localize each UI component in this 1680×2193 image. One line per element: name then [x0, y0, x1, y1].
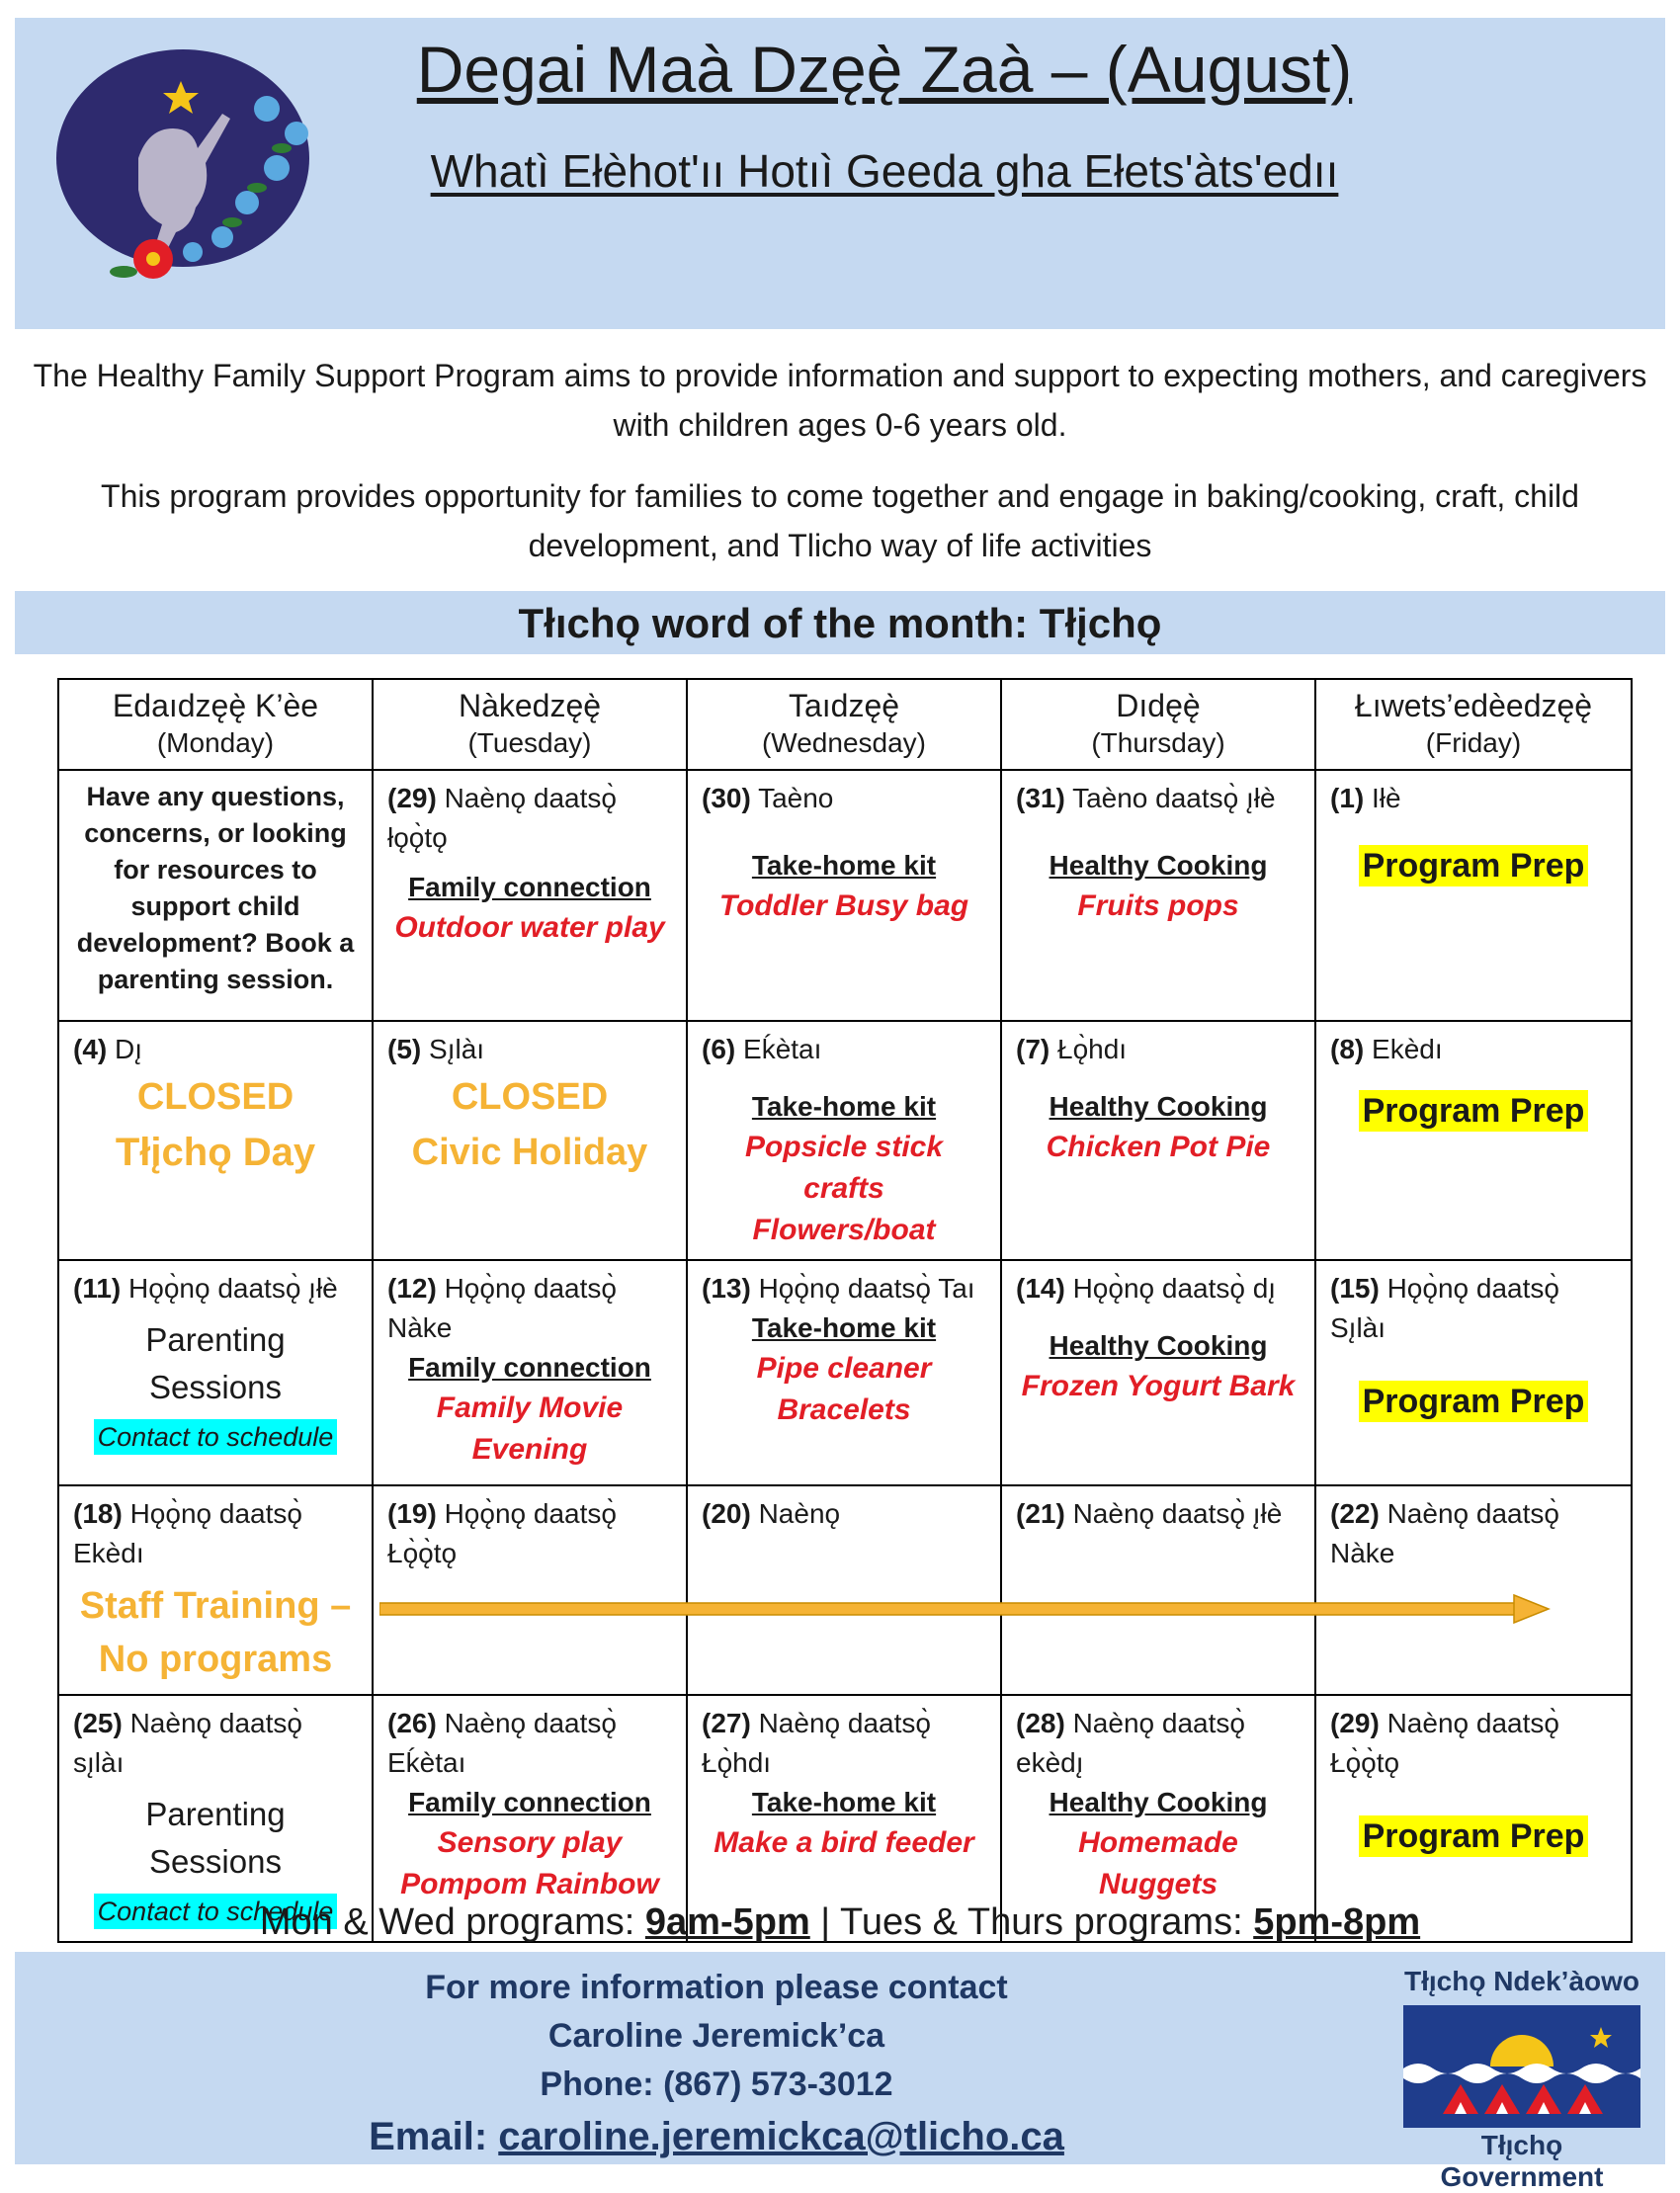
calendar-week-2	[58, 1021, 1632, 1260]
day-native-name: Nàkedzęę̀	[458, 688, 602, 723]
activity-name: Fruits pops	[1077, 889, 1239, 922]
day-label: (30) Taèno	[702, 783, 834, 813]
tuethu-time: 5pm-8pm	[1253, 1901, 1421, 1943]
day-label: (14) Hǫǫ̀nǫ daatsǫ̀ dı̨	[1016, 1273, 1277, 1304]
activity	[1016, 1087, 1301, 1168]
activity	[702, 1087, 986, 1251]
staff-training-line-2: No programs	[98, 1639, 333, 1680]
page-title: Degai Maà Dzęę̀ Zaà – (August)	[416, 33, 1353, 106]
program-prep: Program Prep	[1330, 1378, 1617, 1425]
cell-week1-tue	[373, 770, 687, 1021]
activity	[387, 1783, 672, 1905]
cell-week4-mon	[58, 1485, 373, 1695]
calendar-table	[57, 678, 1633, 1943]
cell-week2-thu	[1001, 1021, 1315, 1260]
program-prep: Program Prep	[1330, 842, 1617, 889]
day-native-name: Łıwets’edèedzęę̀	[1354, 688, 1593, 723]
day-native-name: Dıdęę̀	[1116, 688, 1201, 723]
email-label: Email:	[369, 2115, 488, 2158]
day-english-name: (Friday)	[1425, 727, 1522, 758]
activity-name: Family Movie	[436, 1392, 624, 1424]
activity-name: Make a bird feeder	[714, 1826, 974, 1859]
program-prep: Program Prep	[1330, 1087, 1617, 1135]
gov-logo-bottom-text: Tłı̨chǫ Government	[1440, 2130, 1604, 2192]
activity-label: Family connection	[408, 1352, 651, 1383]
closed-notice	[73, 1069, 358, 1180]
cell-week1-wed	[687, 770, 1001, 1021]
contact-phone: Phone: (867) 573-3012	[540, 2066, 893, 2103]
day-english-name: (Tuesday)	[467, 727, 592, 758]
activity-name: Bracelets	[777, 1393, 911, 1426]
cell-week3-mon	[58, 1260, 373, 1485]
day-header-thursday	[1001, 679, 1315, 770]
header-banner	[15, 18, 1665, 329]
staff-training-notice	[73, 1579, 358, 1686]
day-label: (26) Naènǫ daatsǫ̀ Eḱètaı	[387, 1708, 617, 1778]
cell-week2-mon	[58, 1021, 373, 1260]
gov-logo-top-text: Tłı̨chǫ Ndek’àowo	[1403, 1966, 1640, 1996]
activity-label: Take-home kit	[751, 1312, 937, 1343]
day-native-name: Taıdzęę̀	[788, 688, 900, 723]
cell-week4-fri	[1315, 1485, 1632, 1695]
calendar-week-1	[58, 770, 1632, 1021]
word-of-month-banner: Tłıchǫ word of the month: Tłįchǫ	[15, 591, 1665, 654]
contact-intro: For more information please contact	[425, 1969, 1008, 2006]
contact-to-schedule: Contact to schedule	[94, 1419, 338, 1455]
day-label: (13) Hǫǫ̀nǫ daatsǫ̀ Taı	[702, 1273, 975, 1304]
day-header-monday	[58, 679, 373, 770]
parenting-line-1: Parenting	[145, 1796, 286, 1832]
activity	[702, 846, 986, 927]
intro-paragraph-1: The Healthy Family Support Program aims to provide information and support to expecting mothers, and caregivers with children ages 0-6 years old.	[33, 358, 1647, 443]
day-header-tuesday	[373, 679, 687, 770]
day-label: (25) Naènǫ daatsǫ̀ sı̨làı	[73, 1708, 302, 1778]
day-label: (15) Hǫǫ̀nǫ daatsǫ̀ Sı̨làı	[1330, 1273, 1559, 1343]
intro-paragraph-2: This program provides opportunity for families to come together and engage in baking/cooking, craft, child development, and Tlicho way of life activities	[101, 478, 1579, 563]
day-label: (29) Naènǫ daatsǫ̀ łǫǫ̀tǫ	[387, 783, 617, 853]
tlicho-flag-icon	[1403, 2005, 1640, 2128]
cell-week2-wed	[687, 1021, 1001, 1260]
activity-name: Flowers/boat	[752, 1214, 936, 1246]
activity-name: Pipe cleaner	[756, 1352, 932, 1385]
cell-week2-tue	[373, 1021, 687, 1260]
day-native-name: Edaıdzęę̀ K’èe	[112, 688, 319, 723]
calendar-week-4	[58, 1485, 1632, 1695]
footer-contact	[15, 1952, 1665, 2192]
program-prep: Program Prep	[1330, 1813, 1617, 1860]
day-label: (19) Hǫǫ̀nǫ daatsǫ̀ Łǫ̀ǫ̀tǫ	[387, 1498, 617, 1568]
activity	[702, 1308, 986, 1431]
activity-label: Healthy Cooking	[1049, 1330, 1268, 1361]
page-subtitle: Whatì Ełèhot'ıı Hotıì Geeda gha Ełets'àts'edıı	[430, 145, 1339, 197]
day-label: (12) Hǫǫ̀nǫ daatsǫ̀ Nàke	[387, 1273, 617, 1343]
cell-week3-fri	[1315, 1260, 1632, 1485]
day-label: (6) Eḱètaı	[702, 1034, 822, 1064]
closed-label: CLOSED	[136, 1076, 294, 1118]
closed-label: CLOSED	[451, 1076, 609, 1118]
closed-notice	[387, 1069, 672, 1180]
activity	[702, 1783, 986, 1864]
day-label: (20) Naènǫ	[702, 1498, 841, 1529]
activity-label: Family connection	[408, 1787, 651, 1817]
day-label: (8) Ekèdı	[1330, 1034, 1443, 1064]
cell-week3-thu	[1001, 1260, 1315, 1485]
day-english-name: (Thursday)	[1091, 727, 1225, 758]
program-hours	[0, 1901, 1680, 1944]
closed-reason: Tłįchǫ Day	[115, 1131, 316, 1174]
day-label: (27) Naènǫ daatsǫ̀ Łǫ̀hdı	[702, 1708, 931, 1778]
day-label: (4) Dı̨	[73, 1034, 143, 1064]
day-label: (22) Naènǫ daatsǫ̀ Nàke	[1330, 1498, 1559, 1568]
contact-to-schedule: Contact to schedule	[94, 1894, 338, 1929]
staff-training-line-1: Staff Training –	[79, 1585, 352, 1627]
activity	[1016, 1326, 1301, 1407]
activity-label: Take-home kit	[751, 1091, 937, 1122]
cell-week1-thu	[1001, 770, 1315, 1021]
calendar-week-3	[58, 1260, 1632, 1485]
day-label: (7) Łǫ̀hdı	[1016, 1034, 1128, 1064]
day-label: (5) Sı̨làı	[387, 1034, 485, 1064]
day-header-friday	[1315, 679, 1632, 770]
contact-email-row	[15, 2109, 1418, 2164]
parenting-session-note: Have any questions, concerns, or looking for resources to support child development? Book a parenting session.	[76, 782, 355, 994]
activity-label: Take-home kit	[751, 850, 937, 881]
cell-week2-fri	[1315, 1021, 1632, 1260]
contact-name: Caroline Jeremick’ca	[547, 2017, 885, 2055]
activity-label: Healthy Cooking	[1049, 850, 1268, 881]
day-label: (21) Naènǫ daatsǫ̀ ı̨łè	[1016, 1498, 1283, 1529]
contact-info	[15, 1964, 1418, 2164]
cell-week1-mon	[58, 770, 373, 1021]
activity-label: Healthy Cooking	[1049, 1787, 1268, 1817]
activity	[387, 868, 672, 949]
cell-week3-wed	[687, 1260, 1001, 1485]
day-label: (18) Hǫǫ̀nǫ daatsǫ̀ Ekèdı	[73, 1498, 302, 1568]
activity-name: Chicken Pot Pie	[1046, 1131, 1271, 1163]
day-label: (28) Naènǫ daatsǫ̀ ekèdı̨	[1016, 1708, 1245, 1778]
activity	[1016, 1783, 1301, 1905]
activity	[387, 1348, 672, 1471]
intro-section	[20, 351, 1660, 592]
parenting-line-1: Parenting	[145, 1321, 286, 1358]
mother-child-logo-icon	[44, 40, 371, 306]
day-label: (11) Hǫǫ̀nǫ daatsǫ̀ ı̨łè	[73, 1273, 338, 1304]
activity-label: Family connection	[408, 872, 651, 902]
email-link[interactable]: caroline.jeremickca@tlicho.ca	[498, 2115, 1064, 2158]
activity-name: Popsicle stick crafts	[744, 1131, 944, 1205]
parenting-line-2: Sessions	[149, 1843, 282, 1880]
activity-name: Toddler Busy bag	[718, 889, 969, 922]
activity	[1016, 846, 1301, 927]
cell-week4-thu	[1001, 1485, 1315, 1695]
parenting-sessions	[73, 1316, 358, 1459]
cell-week4-wed	[687, 1485, 1001, 1695]
cell-week3-tue	[373, 1260, 687, 1485]
activity-name: Outdoor water play	[394, 911, 665, 944]
parenting-line-2: Sessions	[149, 1369, 282, 1405]
activity-name: Homemade Nuggets	[1078, 1826, 1238, 1900]
tlicho-government-logo	[1398, 1966, 1645, 2192]
activity-name: Evening	[471, 1433, 588, 1466]
calendar-header-row	[58, 679, 1632, 770]
day-label: (31) Taèno daatsǫ̀ ı̨łè	[1016, 783, 1276, 813]
activity-name: Sensory play	[437, 1826, 623, 1859]
staff-training-arrow-icon	[379, 1593, 1551, 1625]
activity-label: Take-home kit	[751, 1787, 937, 1817]
cell-week1-fri	[1315, 770, 1632, 1021]
activity-name: Pompom Rainbow	[400, 1868, 659, 1900]
monwed-time: 9am-5pm	[644, 1901, 810, 1943]
hours-separator: |	[820, 1901, 831, 1943]
tuethu-label: Tues & Thurs programs:	[840, 1901, 1243, 1943]
day-label: (29) Naènǫ daatsǫ̀ Łǫ̀ǫ̀tǫ	[1330, 1708, 1559, 1778]
day-label: (1) Iłè	[1330, 783, 1401, 813]
activity-label: Healthy Cooking	[1049, 1091, 1268, 1122]
cell-week4-tue	[373, 1485, 687, 1695]
activity-name: Frozen Yogurt Bark	[1021, 1370, 1296, 1402]
monwed-label: Mon & Wed programs:	[259, 1901, 635, 1943]
day-english-name: (Wednesday)	[761, 727, 926, 758]
day-header-wednesday	[687, 679, 1001, 770]
day-english-name: (Monday)	[156, 727, 275, 758]
closed-reason: Civic Holiday	[411, 1132, 648, 1173]
